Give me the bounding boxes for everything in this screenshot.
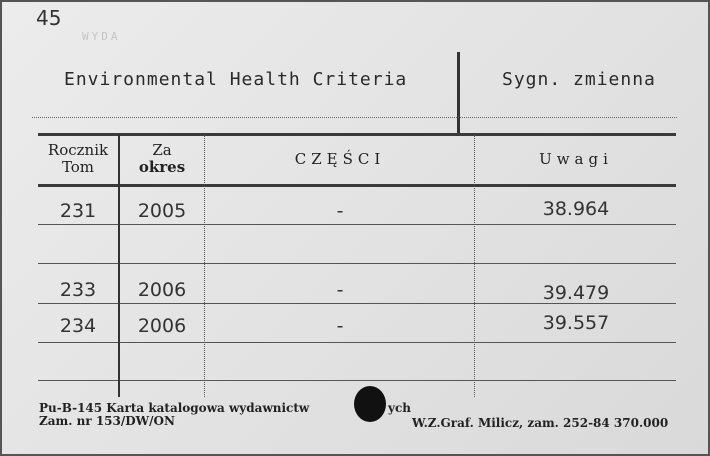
header-uwagi: Uwagi (539, 150, 613, 168)
row-rule (38, 380, 676, 381)
faint-stamp-text: WYDA (82, 30, 121, 43)
column-divider (204, 135, 206, 397)
cell-uwagi: 38.964 (542, 198, 610, 220)
header-tom: Tom (61, 158, 95, 176)
cell-tom: 233 (59, 279, 97, 301)
column-divider (474, 135, 476, 397)
punch-hole (354, 386, 386, 422)
cell-tom: 231 (59, 200, 97, 222)
card-number: 45 (36, 6, 62, 30)
header-rocznik: Rocznik (47, 141, 109, 159)
header-bottom-rule (38, 184, 676, 187)
header-za-okres (120, 142, 204, 176)
cell-czesci: - (336, 279, 344, 301)
title-dotted-rule (32, 117, 677, 118)
footer-printer: W.Z.Graf. Milicz, zam. 252-84 370.000 (412, 416, 669, 430)
title-separator (457, 52, 460, 134)
cell-uwagi: 39.479 (542, 282, 610, 304)
cell-tom: 234 (59, 315, 97, 337)
footer-form-id: Pu-B-145 Karta katalogowa wydawnictw (39, 401, 310, 415)
header-czesci: CZĘŚCI (294, 150, 386, 168)
cell-okres: 2005 (137, 200, 187, 222)
row-rule (38, 263, 676, 264)
header-rocznik-tom (38, 142, 118, 176)
signature-label: Sygn. zmienna (502, 69, 656, 90)
table-top-rule (38, 133, 676, 136)
card-title: Environmental Health Criteria (64, 69, 408, 90)
row-rule (38, 224, 676, 225)
header-okres: okres (138, 158, 186, 176)
row-rule (38, 342, 676, 343)
cell-okres: 2006 (137, 279, 187, 301)
cell-czesci: - (336, 315, 344, 337)
cell-uwagi: 39.557 (542, 312, 610, 334)
footer-order-number: Zam. nr 153/DW/ON (39, 414, 175, 428)
cell-czesci: - (336, 200, 344, 222)
header-za: Za (152, 141, 172, 159)
footer-form-id-tail: ych (388, 401, 412, 415)
cell-okres: 2006 (137, 315, 187, 337)
